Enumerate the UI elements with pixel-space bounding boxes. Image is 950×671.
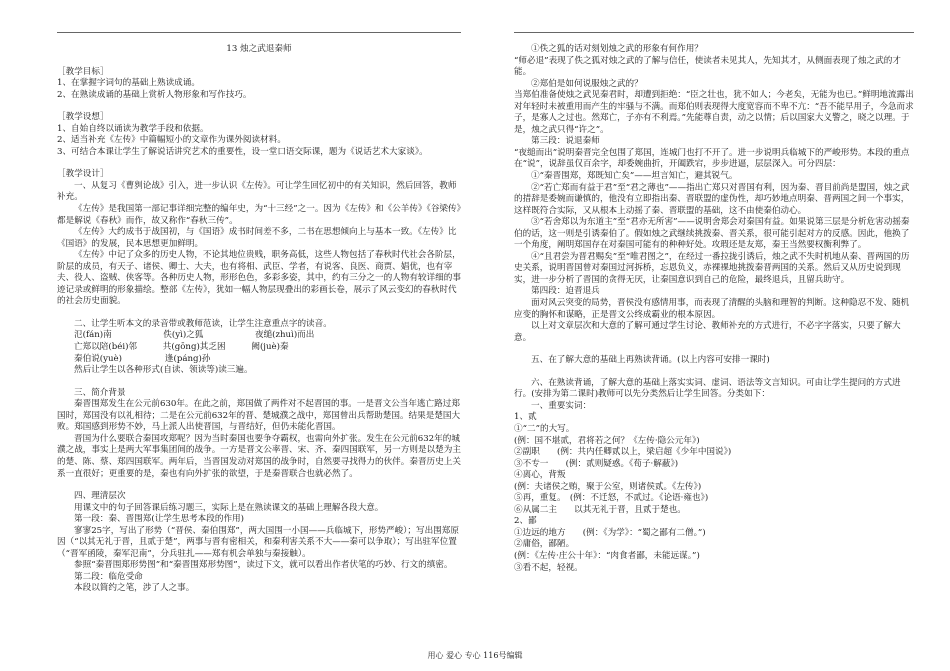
paragraph: ［教学目标］ <box>57 66 109 77</box>
paragraph-gap <box>514 344 914 355</box>
paragraph: (例：国不堪贰，君将若之何？《左传·隐公元年》) <box>514 435 700 446</box>
paragraph-gap <box>514 367 914 378</box>
left-column <box>57 44 461 595</box>
paragraph-gap <box>57 308 461 319</box>
right-column <box>514 44 914 574</box>
paragraph: 以上对文章层次和大意的了解可通过学生讨论、教师补充的方式进行，不必字字落实，只要了解大意。 <box>514 321 901 343</box>
paragraph: 一、从复习《曹刿论战》引入，进一步认识《左传》。可让学生回忆初中的有关知识，然后回答，教师补充。 <box>57 180 457 203</box>
paragraph: ①“秦晋围郑，郑既知亡矣”——坦言知亡，避其锐气。 <box>531 171 738 182</box>
paragraph: ②副职 (例：共内任卿贰以上，梁启超《少年中国说》) <box>514 447 732 458</box>
paragraph: 《左传》是我国第一部记事详细完整的编年史，为“十三经”之一。因为《左传》和《公羊传》《谷梁传》都是解说《春秋》而作，故又称作“春秋三传”。 <box>57 204 461 226</box>
paragraph: ②庸俗，鄙陋。 <box>514 539 575 550</box>
paragraph: 三、简介背景 <box>74 387 126 398</box>
paragraph: ③看不起，轻视。 <box>514 562 583 573</box>
paragraph-gap <box>57 480 461 491</box>
paragraph-gap <box>57 56 461 67</box>
paragraph: 四、理清层次 <box>74 491 126 502</box>
paragraph: 1、在掌握字词句的基础上熟读成诵。 <box>57 78 200 89</box>
paragraph-gap <box>57 101 461 112</box>
paragraph: ①“二”的大写。 <box>514 423 575 434</box>
paragraph: 第三段：说退秦师 <box>531 136 600 147</box>
paragraph: ④离心，背叛 <box>514 470 566 481</box>
paragraph: 氾(fán)南 佚(yì)之狐 夜缒(zhuì)而出 <box>74 330 315 341</box>
paragraph: 参照“秦晋围郑形势图”和“秦晋围郑形势图”，读过下文，就可以看出作者伏笔的巧妙、行文的缜密。 <box>74 560 453 571</box>
paragraph: 本段以简约之笔，涉了人之事。 <box>74 583 195 594</box>
paragraph: 第一段：秦、晋围郑(让学生思考本段的作用) <box>74 514 244 525</box>
paragraph: “夜缒而出”说明秦晋完全包围了郑国，连城门也打不开了。进一步说明兵临城下的严峻形势。本段的重点在“说”，说辞虽仅百余字，却委婉曲折，开阖跌宕，步步进逼，层层深入。可分四层： <box>514 147 910 170</box>
paragraph: ②郑伯是如何说服烛之武的？ <box>531 78 643 89</box>
paragraph-gap <box>57 158 461 169</box>
header-rule-left <box>57 32 461 33</box>
paragraph: 2、在熟读成诵的基础上赏析人物形象和写作技巧。 <box>57 89 252 100</box>
paragraph: ①佚之狐的话对刻划烛之武的形象有何作用？ <box>531 44 703 54</box>
paragraph: ⑥从属二主 以其无礼于晋，且贰于楚也。 <box>514 504 686 515</box>
paragraph: 第二段：临危受命 <box>74 571 143 582</box>
paragraph: 2、适当补充《左传》中篇幅短小的文章作为课外阅读材料。 <box>57 135 286 146</box>
paragraph: 《左传》中记了众多的历史人物，不论其地位贵贱，职务高低，这些人物包括了春秋时代社会各阶层，阶层的成员，有天子、诸侯、卿士、大夫，也有将相、武臣、学者，有说客、良医、商贾、娼优，也有宰夫、役人、盗贼、侠客等。各种历史人物，形形色色，多彩多姿，其中，约有三分之一的人物有较详细的事迹记录或鲜明的形象描绘。整部《左传》，犹如一幅人物层现叠出的彩画长卷，展示了风云变幻的春秋时代的社会历史面貌。 <box>57 250 461 307</box>
paragraph: 然后让学生以各种形式(自读、领读等)读三遍。 <box>74 365 253 376</box>
paragraph: ③“若舍郑以为东道主”至“君亦无所害”——说明舍郑会对秦国有益。如果说第三层是分析危害动摇秦伯的话，这一则是引诱秦伯了。假如烛之武继续挑拨秦、晋关系，很可能引起对方的反感。因此，他换了一个角度，阐明郑国存在对秦国可能有的种种好处。攻瑕还是友郑，秦王当然要权衡利弊了。 <box>514 217 910 251</box>
paragraph: ④“且君尝为晋君赐矣”至“唯君图之”，在经过一番拉拢引诱后，烛之武不失时机地从秦、晋两国的历史关系，说明晋国曾对秦国过河拆桥，忘恩负义，赤裸裸地挑拨秦晋两国的关系。然后又从历史说到现实，进一步分析了晋国的贪得无厌，让秦国意识到自己的危险，最终退兵，且留兵助守。 <box>514 251 910 285</box>
paragraph: “师必退”表现了佚之狐对烛之武的了解与信任，使读者未见其人，先知其才，从侧面表现了烛之武的才能。 <box>514 55 901 78</box>
paragraph: ②“若亡郑而有益于君”至“君之薄也”——指出亡郑只对晋国有利，因为秦、晋目前尚是盟国，烛之武的措辞是委婉而谦慎的，他没有立即指出秦、晋联盟的虚伪性，却巧妙地点明秦、晋两国之间一个事实，这样既符合实际，又从根本上动摇了秦、晋联盟的基础，这不由使秦伯动心。 <box>514 182 910 216</box>
paragraph: 面对风云突变的局势，晋侯没有感情用事，而表现了清醒的头脑和理智的判断。这种隐忍不发、随机应变的胸怀和谋略，正是晋文公终成霸业的根本原因。 <box>514 298 910 320</box>
paragraph: 2、鄙 <box>514 516 537 527</box>
paragraph: 五、在了解大意的基础上再熟读背诵。(以上内容可安排一课时) <box>531 355 770 366</box>
paragraph: 寥寥25字，写出了形势（“晋侯、秦伯围郑”，两大国围一小国——兵临城下，形势严峻）；写出围郑原因（“以其无礼于晋，且贰于楚”，两事与晋有密相关，和秦利害关系不大——秦可以争取）；写出驻军位置（“晋军函陵，秦军氾南”，分兵驻扎——郑有机会单独与秦接触）。 <box>57 525 459 559</box>
paragraph: 当郑伯准备使烛之武见秦君时，却遭到拒绝：“臣之壮也，犹不如人；今老矣，无能为也已。”鲜明地流露出对年轻时未被重用而产生的牢骚与不满。而郑伯则表现得大度宽容而不卑不亢：“吾不能早用子，今急而求子，是寡人之过也。然郑亡，子亦有不利焉。”先能尊自责，动之以情；后以国家大义警之，晓之以理。于是，烛之武只得“许之”。 <box>514 90 914 135</box>
paragraph: 《左传》大约成书于战国初，与《国语》成书时间差不多，二书在思想倾向上与基本一致。《左传》比《国语》的发展，民本思想更加鲜明。 <box>57 227 457 249</box>
page-footer: 用心 爱心 专心 116号编辑 <box>427 651 523 660</box>
paragraph: 秦伯说(yuè) 逢(páng)孙 <box>74 353 211 364</box>
paragraph: 1、自始自终以诵读为教学手段和依据。 <box>57 123 209 134</box>
paragraph: ①边远的地方 (例：《为学》：“蜀之鄙有二僧。”) <box>514 527 706 538</box>
paragraph: 亡郑以陪(béi)邻 共(gōng)其乏困 阙(juè)秦 <box>74 342 289 353</box>
paragraph: ③不专一 (例：贰则疑惑。《荀子·解蔽》) <box>514 458 679 469</box>
paragraph: 1、贰 <box>514 412 537 423</box>
paragraph: 秦晋围郑发生在公元前630年。在此之前，郑国做了两件对不起晋国的事。一是晋文公当年逃亡路过郑国时，郑国没有以礼相待；二是在公元前632年的晋、楚城濮之战中，郑国曾出兵帮助楚国。结果是楚国大败。郑国感到形势不妙，马上派人出使晋国，与晋结好，但仍未能化晋国。 <box>57 399 461 433</box>
paragraph: 用课文中的句子回答课后练习题三，实际上是在熟读课文的基础上理解各段大意。 <box>74 502 384 513</box>
paragraph: 第四段：迫晋退兵 <box>531 286 600 297</box>
paragraph: ［教学设计］ <box>57 169 109 180</box>
paragraph: 一、重要实词： <box>531 400 592 411</box>
paragraph: ［教学设想］ <box>57 112 109 123</box>
paragraph: 六、在熟读背诵，了解大意的基础上落实实词、虚词、语法等文言知识。可由让学生提问的方式进行。(安排为第二课时)教师可以先分类然后让学生回答。分类如下： <box>514 377 901 400</box>
paragraph: 二、让学生听本文的录音带或教师范读，让学生注意重点字的读音。 <box>74 318 332 329</box>
document-title: 13 烛之武退秦师 <box>226 44 292 54</box>
paragraph: ⑤再，重复。 (例：不迁怒，不贰过。《论语·雍也》) <box>514 493 709 504</box>
paragraph-gap <box>57 377 461 388</box>
paragraph: (例：《左传·庄公十年》：“肉食者鄙，未能远谋。”) <box>514 550 700 561</box>
paragraph: 3、可结合本课让学生了解说话讲究艺术的重要性，设一堂口语交际课，题为《说话艺术大家谈》。 <box>57 146 428 157</box>
header-rule-right <box>514 32 914 33</box>
paragraph: (例：夫诸侯之贿，聚于公室，则诸侯贰。《左传》) <box>514 481 702 492</box>
paragraph: 晋国为什么要联合秦国攻郑呢？因为当时秦国也要争夺霸权，也需向外扩张。发生在公元前632年的城濮之战，事实上是两大军事集团间的战争。一方是晋文公率晋、宋、齐、秦四国联军，另一方则是以楚为主的楚、陈、蔡、郑四国联军。两年后，当晋国发动对郑国的战争时，自然要寻找得力的伙伴。秦晋历史上关系一直很好；更重要的是，秦也有向外扩张的欲望，于是秦晋联合也就必然了。 <box>57 433 461 479</box>
